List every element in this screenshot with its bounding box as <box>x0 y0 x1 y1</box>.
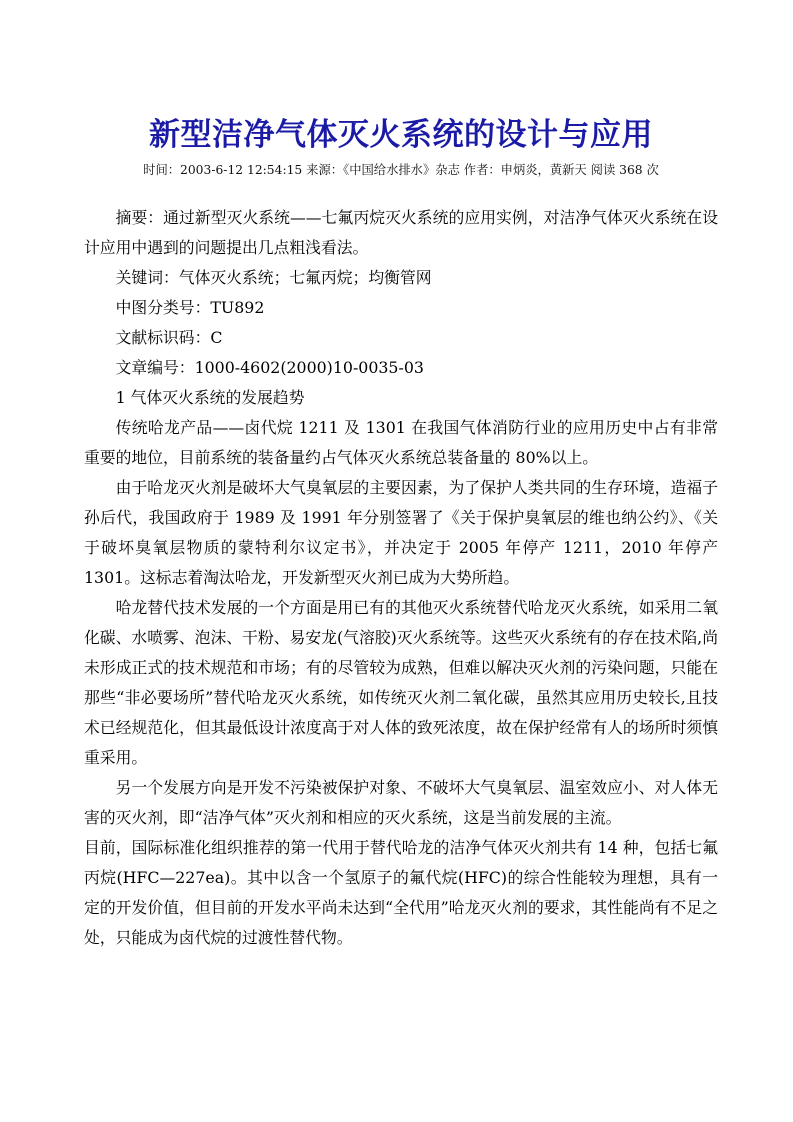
body-paragraph: 另一个发展方向是开发不污染被保护对象、不破坏大气臭氧层、温室效应小、对人体无害的灭火剂，即“洁净气体”灭火剂和相应的灭火系统，这是当前发展的主流。 <box>84 778 718 827</box>
article-meta: 时间：2003-6-12 12:54:15 来源：《中国给水排水》杂志 作者：申炳炎，黄新天 阅读 368 次 <box>143 163 659 177</box>
article-body <box>84 203 718 953</box>
body-paragraph: 传统哈龙产品——卤代烷 1211 及 1301 在我国气体消防行业的应用历史中占有非常重要的地位，目前系统的装备量约占气体灭火系统总装备量的 80%以上。 <box>84 418 718 467</box>
document-code-line: 文献标识码：C <box>115 328 223 347</box>
keywords-line: 关键词：气体灭火系统；七氟丙烷；均衡管网 <box>115 268 432 287</box>
article-title: 新型洁净气体灭火系统的设计与应用 <box>149 116 653 153</box>
article-number-line: 文章编号：1000-4602(2000)10-0035-03 <box>115 358 424 377</box>
abstract-paragraph: 摘要：通过新型灭火系统——七氟丙烷灭火系统的应用实例，对洁净气体灭火系统在设计应用中遇到的问题提出几点粗浅看法。 <box>84 208 718 257</box>
section-heading: 1 气体灭火系统的发展趋势 <box>115 388 305 407</box>
body-paragraph: 哈龙替代技术发展的一个方面是用已有的其他灭火系统替代哈龙灭火系统，如采用二氧化碳、水喷雾、泡沫、干粉、易安龙(气溶胶)灭火系统等。这些灭火系统有的存在技术陷,尚未形成正式的技术规范和市场；有的尽管较为成熟，但难以解决灭火剂的污染问题，只能在那些“非必要场所”替代哈龙灭火系统，如传统灭火剂二氧化碳，虽然其应用历史较长,且技术已经规范化，但其最低设计浓度高于对人体的致死浓度，故在保护经常有人的场所时须慎重采用。 <box>84 598 718 767</box>
body-paragraph: 目前，国际标准化组织推荐的第一代用于替代哈龙的洁净气体灭火剂共有 14 种，包括七氟丙烷(HFC—227ea)。其中以含一个氢原子的氟代烷(HFC)的综合性能较为理想，具有一定的开发价值，但目前的开发水平尚未达到“全代用”哈龙灭火剂的要求，其性能尚有不足之处，只能成为卤代烷的过渡性替代物。 <box>84 838 718 947</box>
body-paragraph: 由于哈龙灭火剂是破坏大气臭氧层的主要因素，为了保护人类共同的生存环境，造福子孙后代，我国政府于 1989 及 1991 年分别签署了《关于保护臭氧层的维也纳公约》、《关于破坏臭氧层物质的蒙特利尔议定书》，并决定于 2005 年停产 1211，2010 年停产 1301。这标志着淘汰哈龙，开发新型灭火剂已成为大势所趋。 <box>84 478 718 587</box>
classification-number-line: 中图分类号：TU892 <box>115 298 265 317</box>
